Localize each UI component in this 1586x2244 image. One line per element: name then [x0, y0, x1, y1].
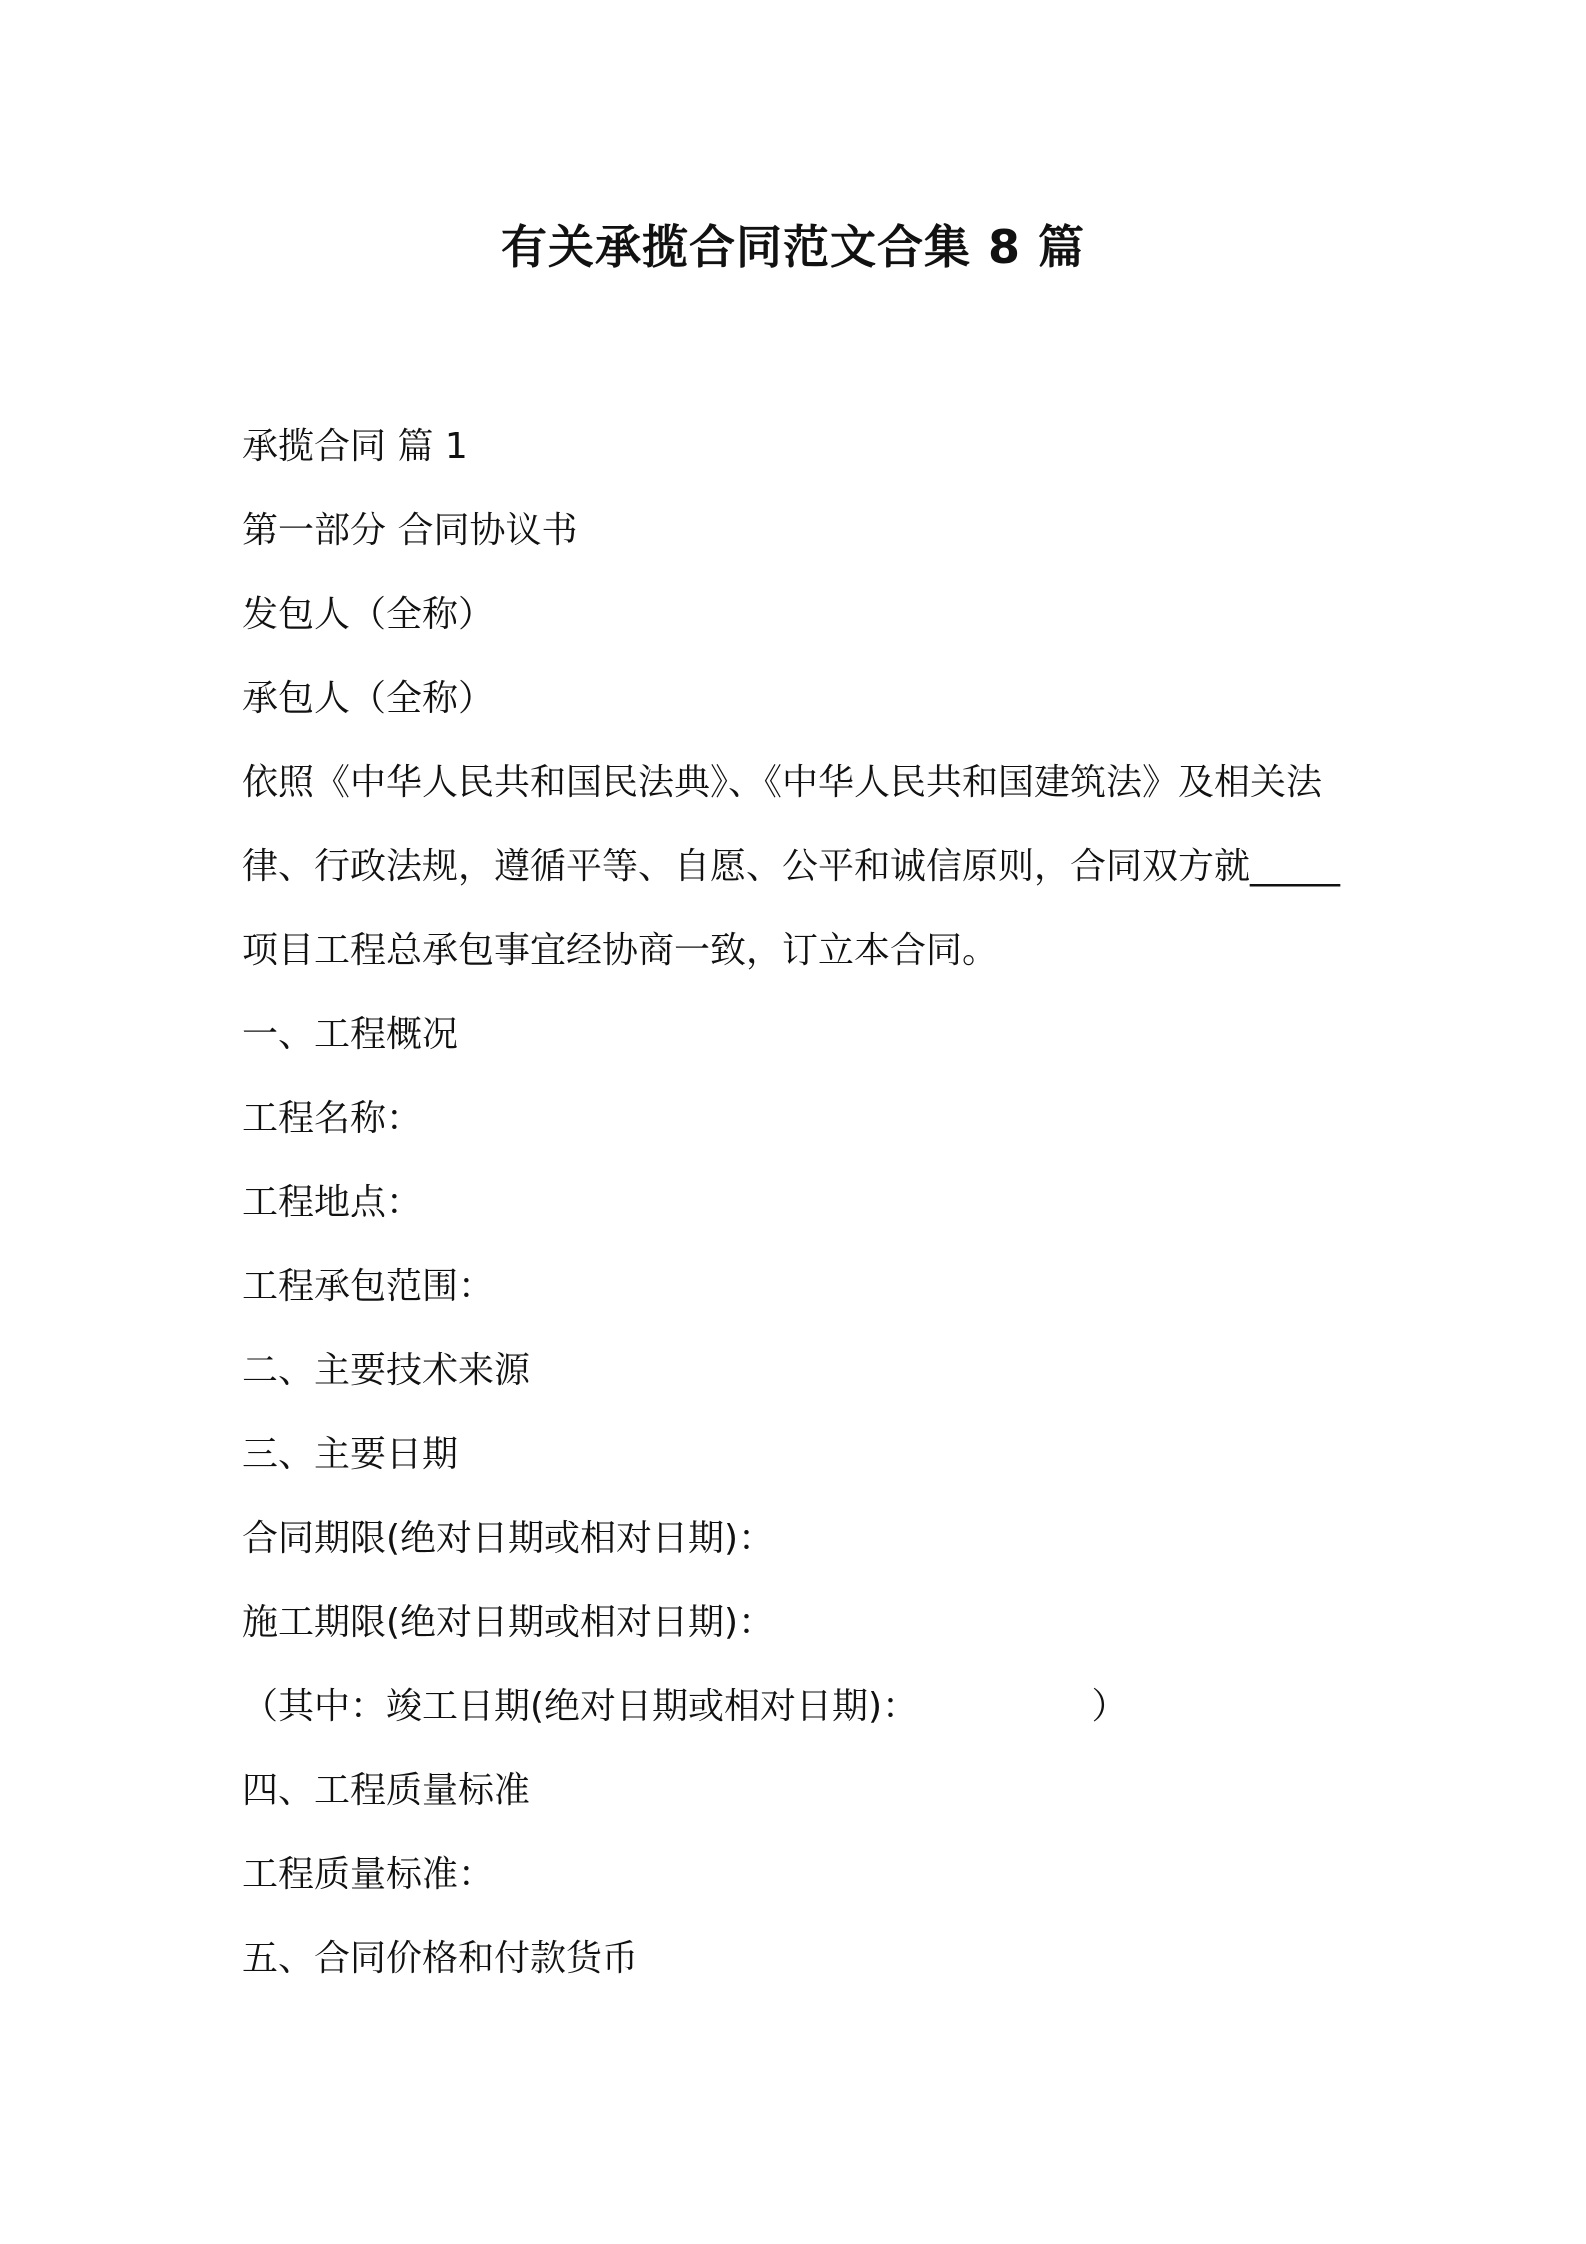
field-line: （其中：竣工日期(绝对日期或相对日期)： ）: [242, 1686, 1128, 1727]
section-heading: 承揽合同 篇 1: [242, 426, 468, 467]
document-title: 有关承揽合同范文合集 8 篇: [500, 220, 1086, 274]
document-body: [242, 405, 1362, 2001]
field-line: 合同期限(绝对日期或相对日期)：: [242, 1518, 775, 1559]
paragraph-line: 律、行政法规，遵循平等、自愿、公平和诚信原则，合同双方就_____: [242, 846, 1341, 887]
field-line: 工程质量标准：: [242, 1854, 495, 1895]
clause-heading: 三、主要日期: [242, 1434, 459, 1475]
paragraph-line: 依照《中华人民共和国民法典》、《中华人民共和国建筑法》及相关法: [242, 762, 1323, 803]
field-line: 工程名称：: [242, 1098, 423, 1139]
field-line: 工程承包范围：: [242, 1266, 495, 1307]
clause-heading: 五、合同价格和付款货币: [242, 1938, 639, 1979]
employer-line: 发包人（全称）: [242, 594, 495, 635]
part-heading: 第一部分 合同协议书: [242, 510, 578, 551]
field-line: 施工期限(绝对日期或相对日期)：: [242, 1602, 775, 1643]
field-line: 工程地点：: [242, 1182, 423, 1223]
clause-heading: 四、工程质量标准: [242, 1770, 531, 1811]
clause-heading: 二、主要技术来源: [242, 1350, 531, 1391]
clause-heading: 一、工程概况: [242, 1014, 459, 1055]
contractor-line: 承包人（全称）: [242, 678, 495, 719]
paragraph-line: 项目工程总承包事宜经协商一致，订立本合同。: [242, 930, 999, 971]
